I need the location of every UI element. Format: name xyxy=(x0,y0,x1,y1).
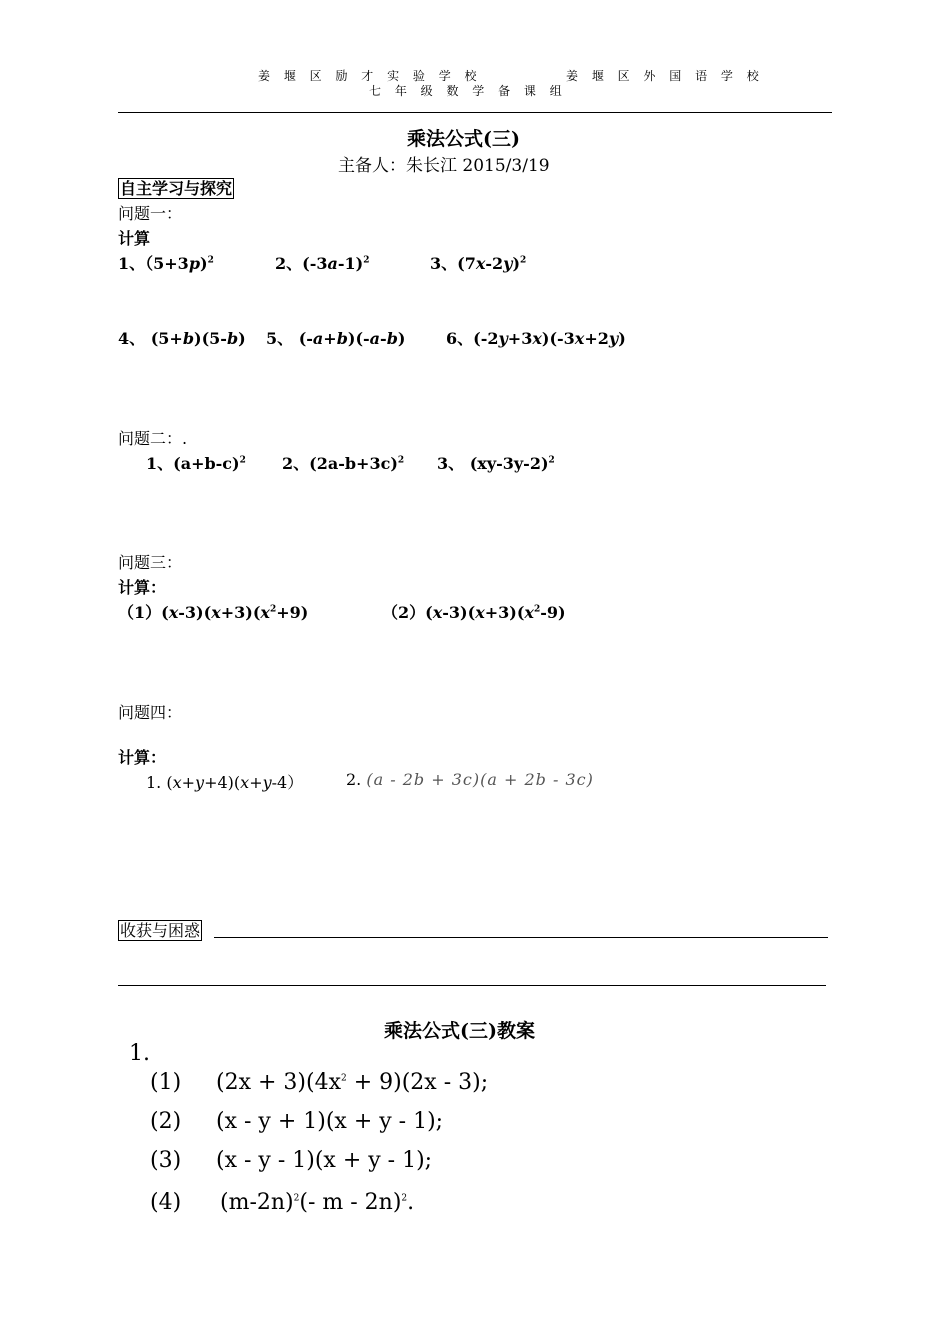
q1-item-2-num: 2、(-3 xyxy=(275,254,328,273)
q4-item-2 xyxy=(346,770,594,789)
header-divider xyxy=(118,112,832,113)
q1-item-3 xyxy=(430,251,526,274)
q1-item-4-v1: b xyxy=(182,329,195,348)
q1-label: 问题一： xyxy=(118,204,183,223)
q3-item-1: $(1)(x-3)(x+3)(x^2+9)$ xyxy=(118,603,309,622)
lesson-item-3-expr: (x - y - 1)(x + y - 1); xyxy=(216,1148,433,1173)
q1-item-1-var: p xyxy=(188,254,200,273)
q1-item-6-v2: x xyxy=(532,329,542,348)
q3-label: 问题三： xyxy=(118,553,183,572)
lesson-item-2-num: (2) xyxy=(150,1109,182,1134)
q3-item-2-num: （2） xyxy=(382,603,426,622)
q2-item-1-exp: 2 xyxy=(239,455,246,466)
q1-item-1 xyxy=(118,251,214,274)
q1-item-6-a: 6、(-2 xyxy=(446,329,499,348)
q1-item-1-num: 1、（ xyxy=(118,254,154,273)
lesson-item-4-b: (- m - 2n) xyxy=(299,1190,402,1215)
q1-item-6 xyxy=(446,326,626,349)
lesson-item-1-exp: 2 xyxy=(340,1073,347,1084)
q2-item-3-exp: 2 xyxy=(548,455,555,466)
q1-item-3-var2: y xyxy=(503,254,513,273)
q1-item-6-v3: x xyxy=(574,329,585,348)
q1-item-6-m2: )(-3 xyxy=(541,329,575,348)
q4-item-2-expr: (a - 2b + 3c)(a + 2b - 3c) xyxy=(366,770,594,789)
q1-item-5-m2: )(- xyxy=(347,329,370,348)
reflection xyxy=(118,918,202,941)
q1-item-3-exp: 2 xyxy=(520,255,527,266)
q3-item-2-tail: -9) xyxy=(540,603,566,622)
lesson-item-2-expr: (x - y + 1)(x + y - 1); xyxy=(216,1109,444,1134)
section-divider xyxy=(118,985,826,986)
q1-item-1-exp: 2 xyxy=(207,255,214,266)
q1-item-4-v2: b xyxy=(226,329,239,348)
q1-item-5-end: ) xyxy=(397,329,406,348)
q1-item-6-end: ) xyxy=(618,329,626,348)
page-title: 乘法公式(三) xyxy=(407,128,520,150)
q3-item-1-num: （1） xyxy=(118,603,162,622)
q4-calc: 计算： xyxy=(118,748,167,767)
lesson-item-4-exp1: 2 xyxy=(293,1193,300,1204)
q1-item-5-m: + xyxy=(323,329,337,348)
q4-item-2-num: 2. xyxy=(346,770,362,789)
grade-group: 七 年 级 数 学 备 课 组 xyxy=(369,84,567,98)
lesson-item-4-end: . xyxy=(407,1190,415,1215)
q1-item-6-v1: y xyxy=(498,329,508,348)
q4-item-1: 1. (x+y+4)(x+y-4） xyxy=(146,773,304,792)
lesson-item-4-exp2: 2 xyxy=(401,1193,408,1204)
q1-item-1-close: ) xyxy=(200,254,208,273)
lesson-item-1-a: (2x + 3)(4x xyxy=(216,1070,341,1095)
section-heading xyxy=(118,176,234,199)
reflection-label: 收获与困惑 xyxy=(120,921,201,940)
q2-item-2 xyxy=(282,451,404,474)
q3-item-2: $(2)(x-3)(x+3)(x^2-9)$ xyxy=(382,603,566,622)
q1-item-3-var: x xyxy=(475,254,486,273)
q2-item-1 xyxy=(146,451,246,474)
school-right: 姜 堰 区 外 国 语 学 校 xyxy=(566,69,764,83)
lesson-item-4-num: (4) xyxy=(150,1190,182,1215)
lesson-item-4-expr xyxy=(220,1190,414,1215)
q1-item-6-m3: +2 xyxy=(584,329,609,348)
q1-calc: 计算 xyxy=(118,229,151,248)
section-heading-text: 自主学习与探究 xyxy=(120,179,233,198)
author-line: 主备人：朱长江 2015/3/19 xyxy=(338,156,550,176)
q2-item-3 xyxy=(437,451,555,474)
lesson-item-1-num: (1) xyxy=(150,1070,182,1095)
q2-item-3-text: 3、 (xy-3y-2) xyxy=(437,454,549,473)
q4-item-1-num: 1. xyxy=(146,773,162,792)
lesson-item-1-expr xyxy=(216,1070,488,1095)
q1-item-4 xyxy=(118,326,246,349)
q2-label: 问题二：. xyxy=(118,429,188,448)
reflection-line xyxy=(214,937,828,938)
q1-item-4-a: 4、 (5+ xyxy=(118,329,183,348)
lesson-section-num: 1. xyxy=(129,1041,150,1066)
q1-item-2-exp: 2 xyxy=(363,255,370,266)
q1-item-2-close: -1) xyxy=(337,254,364,273)
q1-item-4-end: ) xyxy=(238,329,246,348)
q1-item-5 xyxy=(266,326,405,349)
q2-item-2-exp: 2 xyxy=(397,455,405,466)
school-left: 姜 堰 区 励 才 实 验 学 校 xyxy=(258,69,482,83)
q1-item-5-a: 5、 (- xyxy=(266,329,313,348)
q2-item-1-text: 1、(a+b-c) xyxy=(146,454,240,473)
q3-calc: 计算： xyxy=(118,578,167,597)
q1-item-5-v4: b xyxy=(386,329,398,348)
q3-item-1-tail: +9) xyxy=(276,603,309,622)
q1-item-2 xyxy=(275,251,369,274)
q1-item-2-var: a xyxy=(327,254,338,273)
q1-item-6-m: +3 xyxy=(507,329,533,348)
q1-item-1-expr: 5+3 xyxy=(153,254,189,273)
lesson-title: 乘法公式(三)教案 xyxy=(384,1020,535,1042)
q1-item-5-v3: a xyxy=(369,329,381,348)
lesson-item-4-a: (m-2n) xyxy=(220,1190,294,1215)
q4-label: 问题四： xyxy=(118,703,183,722)
q1-item-5-v2: b xyxy=(336,329,348,348)
q1-item-3-close: ) xyxy=(512,254,521,273)
q2-item-2-text: 2、(2a-b+3c) xyxy=(282,454,398,473)
q1-item-3-mid: -2 xyxy=(485,254,504,273)
q1-item-5-m3: - xyxy=(380,329,387,348)
q1-item-6-v4: y xyxy=(608,329,619,348)
q1-item-3-num: 3、(7 xyxy=(430,254,476,273)
q1-item-5-v1: a xyxy=(312,329,324,348)
lesson-item-3-num: (3) xyxy=(150,1148,182,1173)
lesson-item-1-b: + 9)(2x - 3); xyxy=(346,1070,489,1095)
q1-item-4-m: )(5- xyxy=(194,329,227,348)
